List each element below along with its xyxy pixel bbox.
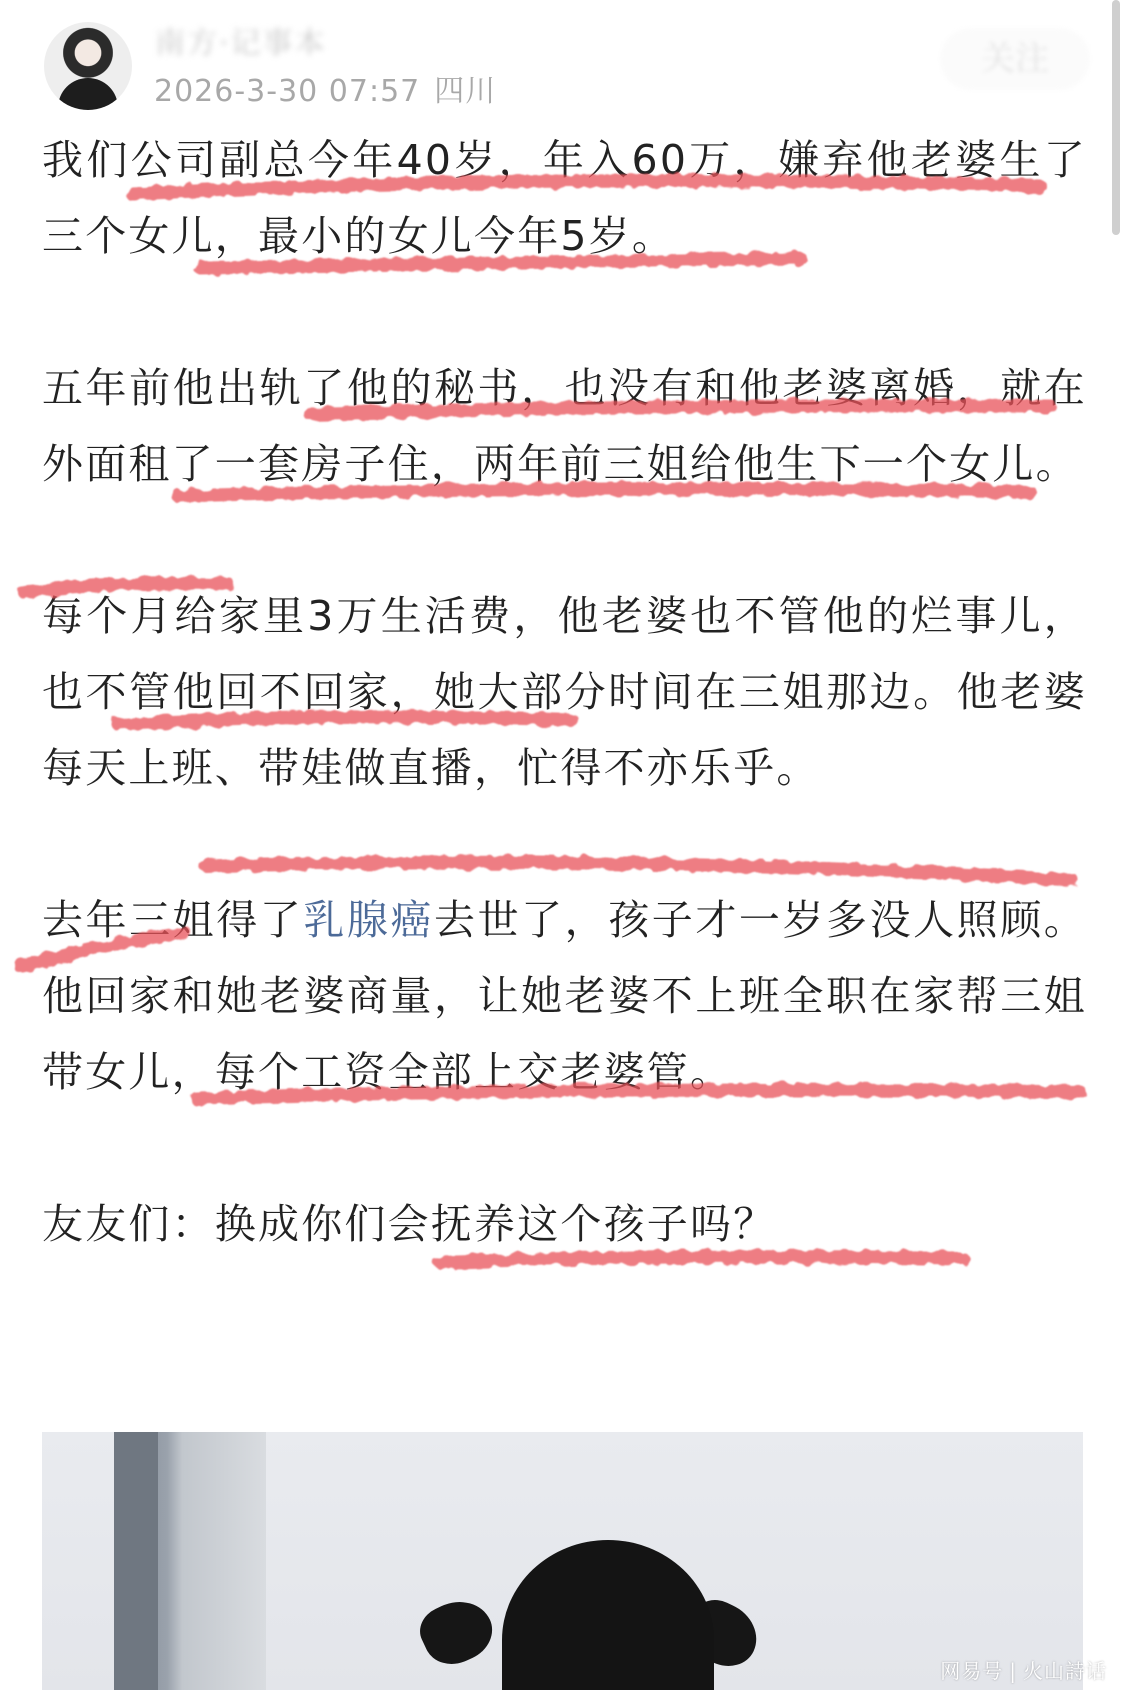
post-location: 四川	[434, 74, 497, 109]
post-image[interactable]	[42, 1432, 1083, 1690]
watermark-author: 火山詩话	[1023, 1659, 1107, 1683]
scrollbar[interactable]	[1112, 0, 1120, 235]
watermark	[940, 1655, 1107, 1684]
watermark-separator: |	[1009, 1659, 1017, 1683]
question-paragraph: 友友们：换成你们会抚养这个孩子吗？	[42, 1200, 777, 1248]
post-body	[42, 122, 1087, 1262]
follow-button[interactable]: 关注	[940, 28, 1090, 90]
image-child-head	[502, 1540, 714, 1690]
paragraph-2: 五年前他出轨了他的秘书，也没有和他老婆离婚，就在外面租了一套房子住，两年前三姐给他生下一个女儿。	[42, 364, 1087, 488]
keyword-link[interactable]: 乳腺癌	[303, 896, 435, 944]
username[interactable]: 南方·记事本	[155, 26, 327, 61]
avatar-figure	[58, 78, 118, 110]
post-timestamp: 2026-3-30 07:57	[154, 74, 421, 109]
image-pigtail-left	[413, 1590, 502, 1674]
paragraph-4-text-end: 去世了，孩子才一岁多没人照顾。他回家和她老婆商量，让她老婆不上班全职在家帮三姐带女儿，每个工资全部上交老婆管。	[42, 896, 1087, 1096]
post-meta	[154, 66, 496, 110]
paragraph-3: 每个月给家里3万生活费，他老婆也不管他的烂事儿，也不管他回不回家，她大部分时间在三姐那边。他老婆每天上班、带娃做直播，忙得不亦乐乎。	[42, 592, 1087, 792]
watermark-source: 网易号	[940, 1659, 1004, 1683]
paragraph-1: 我们公司副总今年40岁，年入60万，嫌弃他老婆生了三个女儿，最小的女儿今年5岁。	[42, 136, 1087, 260]
avatar[interactable]	[44, 22, 132, 110]
image-pole-shadow	[114, 1432, 158, 1690]
paragraph-4	[42, 882, 1087, 1110]
paragraph-4-text-start: 去年三姐得了	[42, 896, 304, 944]
post-header	[0, 0, 1125, 115]
